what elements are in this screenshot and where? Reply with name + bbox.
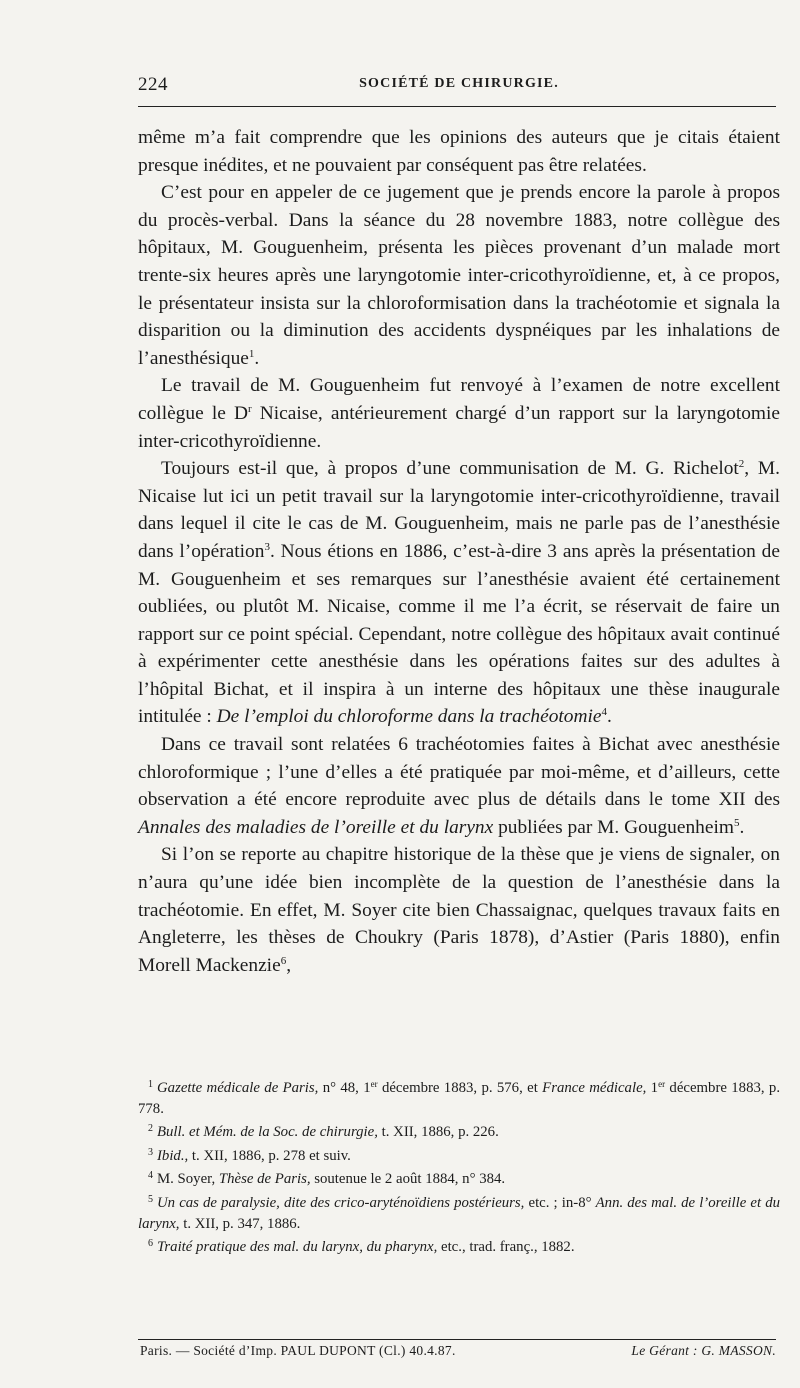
manager-credit: Le Gérant : G. MASSON. [631,1343,776,1358]
superscript-mark: 4 [601,706,608,719]
footnote [138,1234,780,1258]
paragraph [138,841,780,979]
italic-text: De l’emploi du chloroforme dans la trachéotomie [216,706,602,728]
text-run: t. XII, p. 347, 1886. [179,1215,301,1232]
italic-text: Ann. des mal. de l’oreille et du larynx, [138,1194,781,1232]
text-run: décembre 1883, p. 576, et [377,1080,543,1096]
footnote-number: 1 [148,1079,153,1090]
italic-text: Bull. et Mém. de la Soc. de chirurgie, [157,1124,378,1141]
footnote [138,1075,780,1119]
footnote-number: 6 [148,1238,153,1250]
text-run: M. Soyer, [157,1171,219,1188]
footnote [138,1143,780,1167]
footnote-number: 5 [148,1193,153,1205]
italic-text: Gazette médicale de Paris, [157,1080,319,1096]
text-run: etc., trad. franç., 1882. [437,1239,575,1256]
text-run: 1 [646,1080,659,1096]
paragraph [138,731,780,841]
text-run: . Nous étions en 1886, c’est-à-dire 3 ans après la présentation de M. Gouguenheim et ses remarques sur l’anesthésie avaient été certainement oubliées, ou plutôt M. Nicaise, comme il me l’a écrit, se réservait de faire un rapport sur ce point spécial. Cependant, notre collègue des hôpitaux avait continué à expérimenter cette anesthésie dans les opérations faites sur des adultes à l’hôpital Bichat, et il inspira à un interne des hôpitaux une thèse inaugurale intitulée : [138,540,780,728]
text-run: n° 48, 1 [318,1080,371,1096]
footnote [138,1190,780,1234]
superscript-mark: er [658,1079,666,1089]
text-run: Le travail de M. Gouguenheim fut renvoyé à l’examen de notre excellent collègue le D [138,375,780,424]
italic-text: Ibid., [157,1147,189,1164]
italic-text: Annales des maladies de l’oreille et du larynx [138,816,494,838]
superscript-mark: r [247,402,252,415]
text-run: . [254,347,260,369]
page-number: 224 [138,74,168,95]
text-run: Toujours est-il que, à propos d’une communisation de M. G. Richelot [161,458,739,480]
running-title: SOCIÉTÉ DE CHIRURGIE. [359,76,559,91]
printer-credit: Paris. — Société d’Imp. PAUL DUPONT (Cl.) 40.4.87. [140,1343,456,1358]
text-run: , M. Nicaise lut ici un petit travail sur la laryngotomie inter-cricothyroïdienne, travail dans lequel il cite le cas de M. Gouguenheim, mais ne parle pas de l’anesthésie dans l’opération [138,458,780,562]
imprint-line [140,1343,776,1359]
footnote-number: 2 [148,1123,153,1135]
paragraph [138,179,780,372]
main-text [138,124,780,979]
paragraph [138,372,780,455]
text-run: Nicaise, antérieurement chargé d’un rapport sur la laryngotomie inter-cricothyroïdienne. [138,402,780,452]
text-run: Dans ce travail sont relatées 6 trachéotomies faites à Bichat avec anesthésie chloroformique ; l’une d’elles a été pratiquée par moi-même, et d’ailleurs, cette observation a été encore reproduite avec plus de détails dans le tome XII des [138,734,780,811]
text-run: publiées par M. Gouguenheim [493,816,734,838]
text-run: . [739,816,745,838]
text-run: décembre 1883, p. 778. [138,1080,781,1117]
header-rule [138,106,776,107]
paragraph [138,455,780,731]
text-run: . [607,706,612,728]
superscript-mark: 2 [738,458,745,471]
footnotes [138,1075,780,1258]
superscript-mark: 3 [264,540,270,553]
text-run: , [286,954,292,976]
text-run: etc. ; in-8° [524,1194,596,1211]
footnote-number: 4 [148,1170,153,1182]
page-header [138,74,780,100]
text-run: Si l’on se reporte au chapitre historique de la thèse que je viens de signaler, on n’aura qu’une idée bien incomplète de la question de l’anesthésie dans la trachéotomie. En effet, M. Soyer cite bien Chassaignac, quelques travaux faits en Angleterre, les thèses de Choukry (Paris 1878), d’Astier (Paris 1880), enfin Morell Mackenzie [138,844,780,976]
paragraph [138,124,780,179]
text-run: soutenue le 2 août 1884, n° 384. [310,1171,506,1188]
imprint-rule [138,1339,776,1340]
italic-text: Traité pratique des mal. du larynx, du pharynx, [157,1239,438,1256]
superscript-mark: 5 [733,816,740,829]
footnote [138,1119,780,1143]
footnote [138,1166,780,1190]
footnote-number: 3 [148,1146,153,1158]
text-run: C’est pour en appeler de ce jugement que je prends encore la parole à propos du procès-verbal. Dans la séance du 28 novembre 1883, notre collègue des hôpitaux, M. Gouguenheim, présenta les pièces provenant d’un malade mort trente-six heures après une laryngotomie inter-cricothyroïdienne, et, à ce propos, le présentateur insista sur la chloroformisation dans la trachéotomie et signala la disparition ou la diminution des accidents dyspnéiques par les inhalations de l’anesthésique [138,182,780,369]
italic-text: France médicale, [542,1080,647,1096]
superscript-mark: 1 [248,347,255,360]
superscript-mark: 6 [280,954,287,967]
superscript-mark: er [370,1079,378,1089]
italic-text: Un cas de paralysie, dite des crico-aryténoïdiens postérieurs, [157,1194,525,1211]
text-run: t. XII, 1886, p. 278 et suiv. [188,1147,351,1164]
italic-text: Thèse de Paris, [218,1171,311,1188]
text-run: même m’a fait comprendre que les opinions des auteurs que je citais étaient presque inédites, et ne pouvaient par conséquent pas être relatées. [138,127,780,176]
text-run: t. XII, 1886, p. 226. [377,1124,499,1141]
